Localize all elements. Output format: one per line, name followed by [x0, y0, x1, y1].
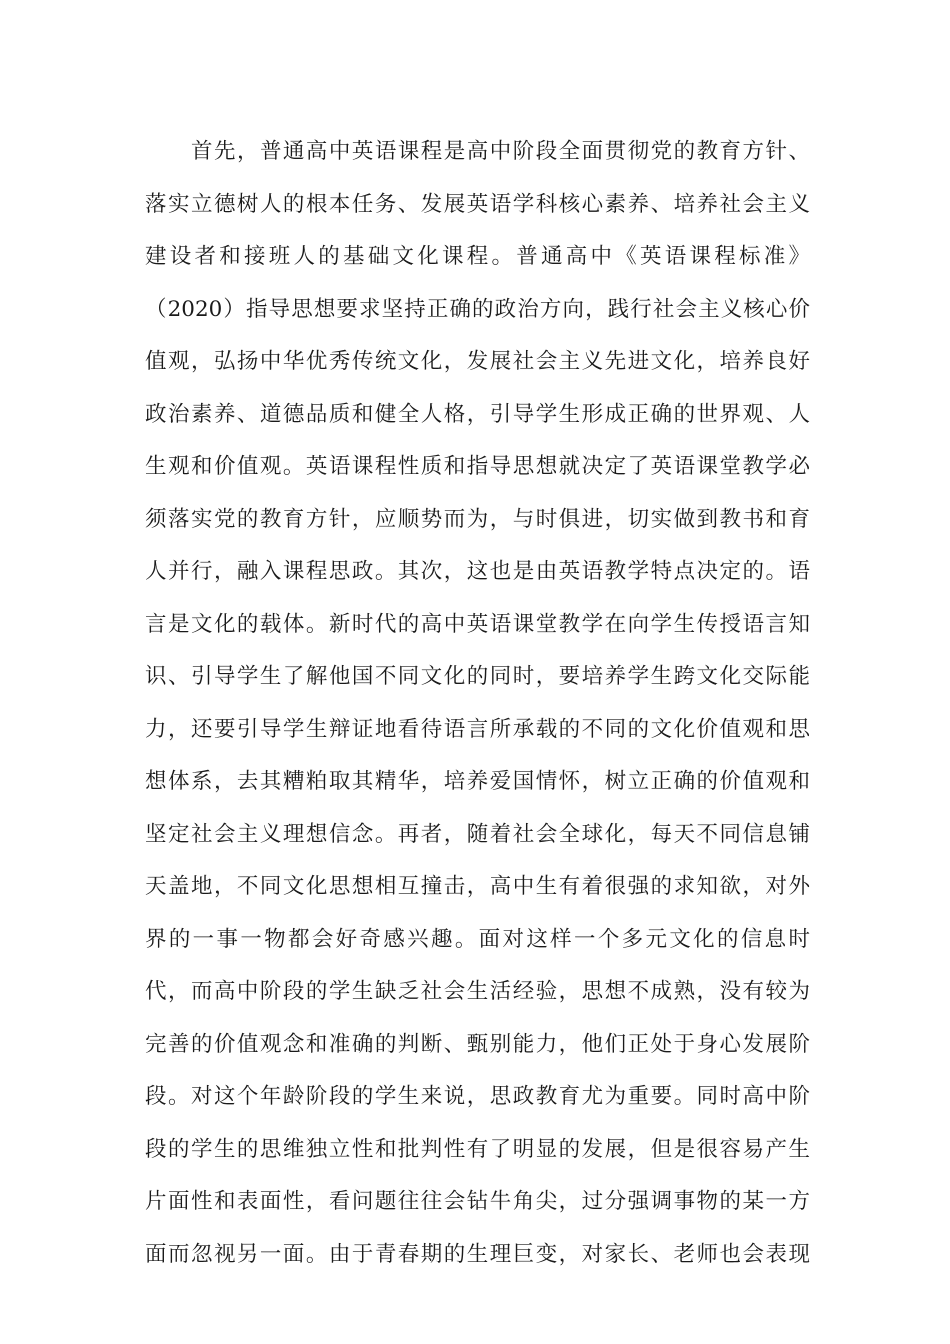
- paragraph-line: 生观和价值观。英语课程性质和指导思想就决定了英语课堂教学必: [145, 454, 810, 479]
- paragraph-line: 天盖地，不同文化思想相互撞击，高中生有着很强的求知欲，对外: [145, 874, 810, 899]
- paragraph-line: 人并行，融入课程思政。其次，这也是由英语教学特点决定的。语: [145, 559, 810, 584]
- paragraph-line: 值观，弘扬中华优秀传统文化，发展社会主义先进文化，培养良好: [145, 349, 810, 374]
- paragraph-line: 首先，普通高中英语课程是高中阶段全面贯彻党的教育方针、: [191, 139, 810, 164]
- paragraph-line: 坚定社会主义理想信念。再者，随着社会全球化，每天不同信息铺: [145, 821, 810, 847]
- paragraph-line: 代，而高中阶段的学生缺乏社会生活经验，思想不成熟，没有较为: [145, 979, 810, 1004]
- paragraph-line: 建设者和接班人的基础文化课程。普通高中《英语课程标准》: [145, 244, 810, 269]
- paragraph-line: 面而忽视另一面。由于青春期的生理巨变，对家长、老师也会表现: [145, 1241, 810, 1267]
- paragraph-line: 段的学生的思维独立性和批判性有了明显的发展，但是很容易产生: [145, 1136, 810, 1162]
- paragraph-line: 识、引导学生了解他国不同文化的同时，要培养学生跨文化交际能: [145, 664, 810, 689]
- paragraph-line: 片面性和表面性，看问题往往会钻牛角尖，过分强调事物的某一方: [145, 1189, 810, 1214]
- paragraph-line: 政治素养、道德品质和健全人格，引导学生形成正确的世界观、人: [145, 401, 810, 427]
- body-paragraph: [145, 130, 810, 1285]
- paragraph-line: 力，还要引导学生辩证地看待语言所承载的不同的文化价值观和思: [145, 716, 810, 742]
- paragraph-line: 界的一事一物都会好奇感兴趣。面对这样一个多元文化的信息时: [145, 926, 810, 952]
- paragraph-line: 完善的价值观念和准确的判断、甄别能力，他们正处于身心发展阶: [145, 1031, 810, 1057]
- paragraph-line: 须落实党的教育方针，应顺势而为，与时俱进，切实做到教书和育: [145, 506, 810, 532]
- paragraph-line: 言是文化的载体。新时代的高中英语课堂教学在向学生传授语言知: [145, 611, 810, 637]
- paragraph-line: 想体系，去其糟粕取其精华，培养爱国情怀，树立正确的价值观和: [145, 769, 810, 794]
- paragraph-line: （2020）指导思想要求坚持正确的政治方向，践行社会主义核心价: [145, 296, 810, 322]
- paragraph-line: 段。对这个年龄阶段的学生来说，思政教育尤为重要。同时高中阶: [145, 1084, 810, 1109]
- paragraph-line: 落实立德树人的根本任务、发展英语学科核心素养、培养社会主义: [145, 191, 810, 217]
